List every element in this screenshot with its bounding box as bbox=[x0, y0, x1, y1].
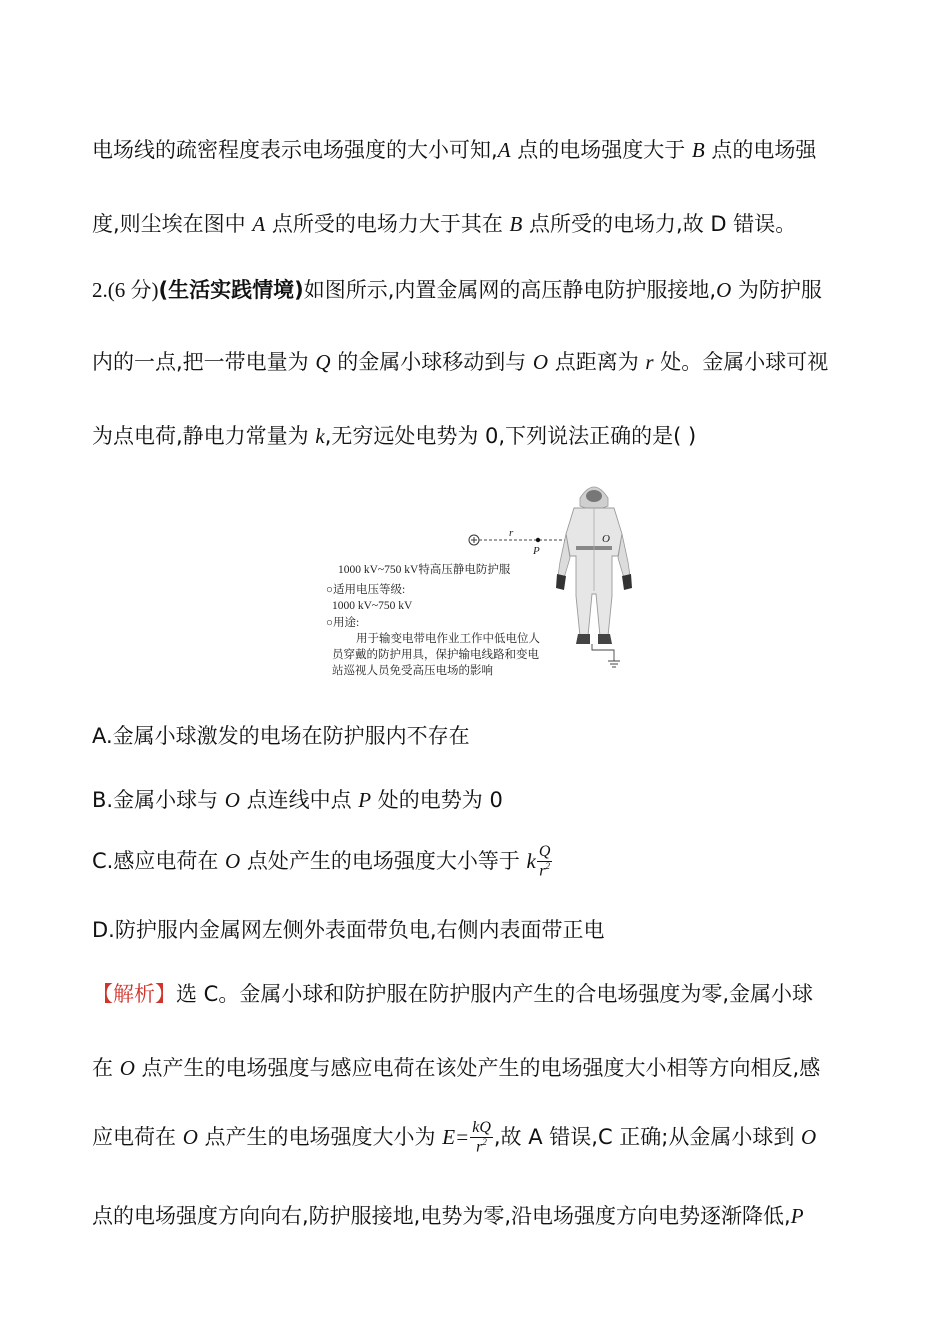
text-span: 点距离为 bbox=[548, 350, 646, 374]
figure-voltage-value: 1000 kV~750 kV bbox=[332, 600, 413, 612]
option-a-text: A.金属小球激发的电场在防护服内不存在 bbox=[92, 724, 470, 748]
fraction-denominator bbox=[470, 1138, 493, 1156]
var-b: B bbox=[509, 212, 523, 236]
var-o: O bbox=[182, 1124, 198, 1149]
question-number: 2.(6 分) bbox=[92, 278, 159, 302]
text-span: 点产生的电场强度大小为 bbox=[197, 1124, 443, 1149]
ground-wire bbox=[592, 644, 614, 661]
text-span: 点处产生的电场强度大小等于 bbox=[240, 848, 527, 873]
text-span: 在 bbox=[92, 1056, 120, 1080]
question-line bbox=[92, 352, 828, 373]
var-a: A bbox=[497, 138, 511, 162]
fraction bbox=[470, 1120, 493, 1156]
var-p: P bbox=[790, 1204, 804, 1228]
option-d-text: D.防护服内金属网左侧外表面带负电,右侧内表面带正电 bbox=[92, 918, 605, 942]
fraction bbox=[537, 844, 553, 880]
suit-icon bbox=[556, 487, 632, 644]
question-line bbox=[92, 426, 696, 447]
point-p bbox=[536, 538, 540, 542]
var-o: O bbox=[716, 278, 732, 302]
text-span: 选 C。金属小球和防护服在防护服内产生的合电场强度为零,金属小球 bbox=[176, 982, 814, 1006]
var-a: A bbox=[252, 212, 266, 236]
figure-usage-text: 用于输变电带电作业工作中低电位人 bbox=[356, 633, 540, 645]
text-span: 度,则尘埃在图中 bbox=[92, 212, 253, 236]
text-span: 处。金属小球可视 bbox=[653, 350, 829, 374]
var-o: O bbox=[225, 848, 241, 873]
r-label: r bbox=[509, 527, 514, 539]
option-c bbox=[92, 844, 553, 880]
var-k: k bbox=[315, 424, 325, 448]
fraction-numerator: kQ bbox=[472, 1119, 491, 1136]
figure-title: 1000 kV~750 kV特高压静电防护服 bbox=[338, 564, 511, 576]
text-span: 点所受的电场力大于其在 bbox=[265, 212, 510, 236]
text-span: 点的电场强度方向向右,防护服接地,电势为零,沿电场强度方向电势逐渐降低, bbox=[92, 1204, 791, 1228]
var-k: k bbox=[526, 848, 536, 873]
protective-suit-figure bbox=[322, 476, 642, 681]
text-span: 点的电场强 bbox=[704, 138, 817, 162]
text-span: B.金属小球与 bbox=[92, 788, 225, 812]
question-tag: (生活实践情境) bbox=[158, 278, 304, 302]
var-e: E= bbox=[442, 1124, 470, 1149]
text-span: 为防护服 bbox=[731, 278, 822, 302]
text-span: 电场线的疏密程度表示电场强度的大小可知, bbox=[92, 138, 498, 162]
text-span: C.感应电荷在 bbox=[92, 848, 226, 873]
var-q: Q bbox=[315, 350, 331, 374]
analysis-label: 【解析】 bbox=[92, 982, 176, 1006]
var-o: O bbox=[532, 350, 549, 374]
p-label: P bbox=[533, 545, 540, 557]
option-a bbox=[92, 726, 470, 747]
text-span: 点连线中点 bbox=[239, 788, 359, 812]
fraction-numerator: Q bbox=[538, 843, 551, 860]
text-span: 内的一点,把一带电量为 bbox=[92, 350, 316, 374]
text-span: 点所受的电场力,故 D 错误。 bbox=[522, 212, 797, 236]
var-p: P bbox=[358, 788, 372, 812]
analysis-line bbox=[92, 984, 813, 1005]
text-line bbox=[92, 214, 796, 235]
analysis-line bbox=[92, 1120, 816, 1156]
text-span: 点产生的电场强度与感应电荷在该处产生的电场强度大小相等方向相反,感 bbox=[134, 1056, 821, 1080]
var-o: O bbox=[224, 788, 240, 812]
var-o: O bbox=[801, 1124, 817, 1149]
analysis-line bbox=[92, 1206, 804, 1227]
figure-usage-head: ○用途: bbox=[326, 617, 360, 629]
var-o: O bbox=[119, 1056, 135, 1080]
figure-usage-text: 站巡视人员免受高压电场的影响 bbox=[332, 665, 493, 677]
text-span: 如图所示,内置金属网的高压静电防护服接地, bbox=[303, 278, 717, 302]
var-r: r bbox=[476, 1138, 483, 1156]
text-span: 的金属小球移动到与 bbox=[330, 350, 533, 374]
fraction-denominator bbox=[537, 862, 553, 880]
text-span: ,无穷远处电势为 0,下列说法正确的是( ) bbox=[324, 424, 697, 448]
exponent: 2 bbox=[545, 860, 551, 871]
var-r: r bbox=[645, 350, 654, 374]
var-b: B bbox=[691, 138, 705, 162]
exponent: 2 bbox=[482, 1136, 487, 1147]
o-label: O bbox=[602, 533, 610, 545]
text-span: 应电荷在 bbox=[92, 1124, 183, 1149]
text-line bbox=[92, 140, 816, 161]
text-span: 点的电场强度大于 bbox=[510, 138, 692, 162]
option-b bbox=[92, 790, 503, 811]
var-r: r bbox=[539, 862, 546, 880]
text-span: 为点电荷,静电力常量为 bbox=[92, 424, 316, 448]
text-span: ,故 A 错误,C 正确;从金属小球到 bbox=[493, 1124, 802, 1149]
figure-voltage-head: ○适用电压等级: bbox=[326, 584, 406, 596]
question-line bbox=[92, 280, 822, 301]
analysis-line bbox=[92, 1058, 820, 1079]
text-span: 处的电势为 0 bbox=[371, 788, 503, 812]
figure-usage-text: 员穿戴的防护用具，保护输电线路和变电 bbox=[332, 649, 539, 661]
option-d bbox=[92, 920, 605, 941]
